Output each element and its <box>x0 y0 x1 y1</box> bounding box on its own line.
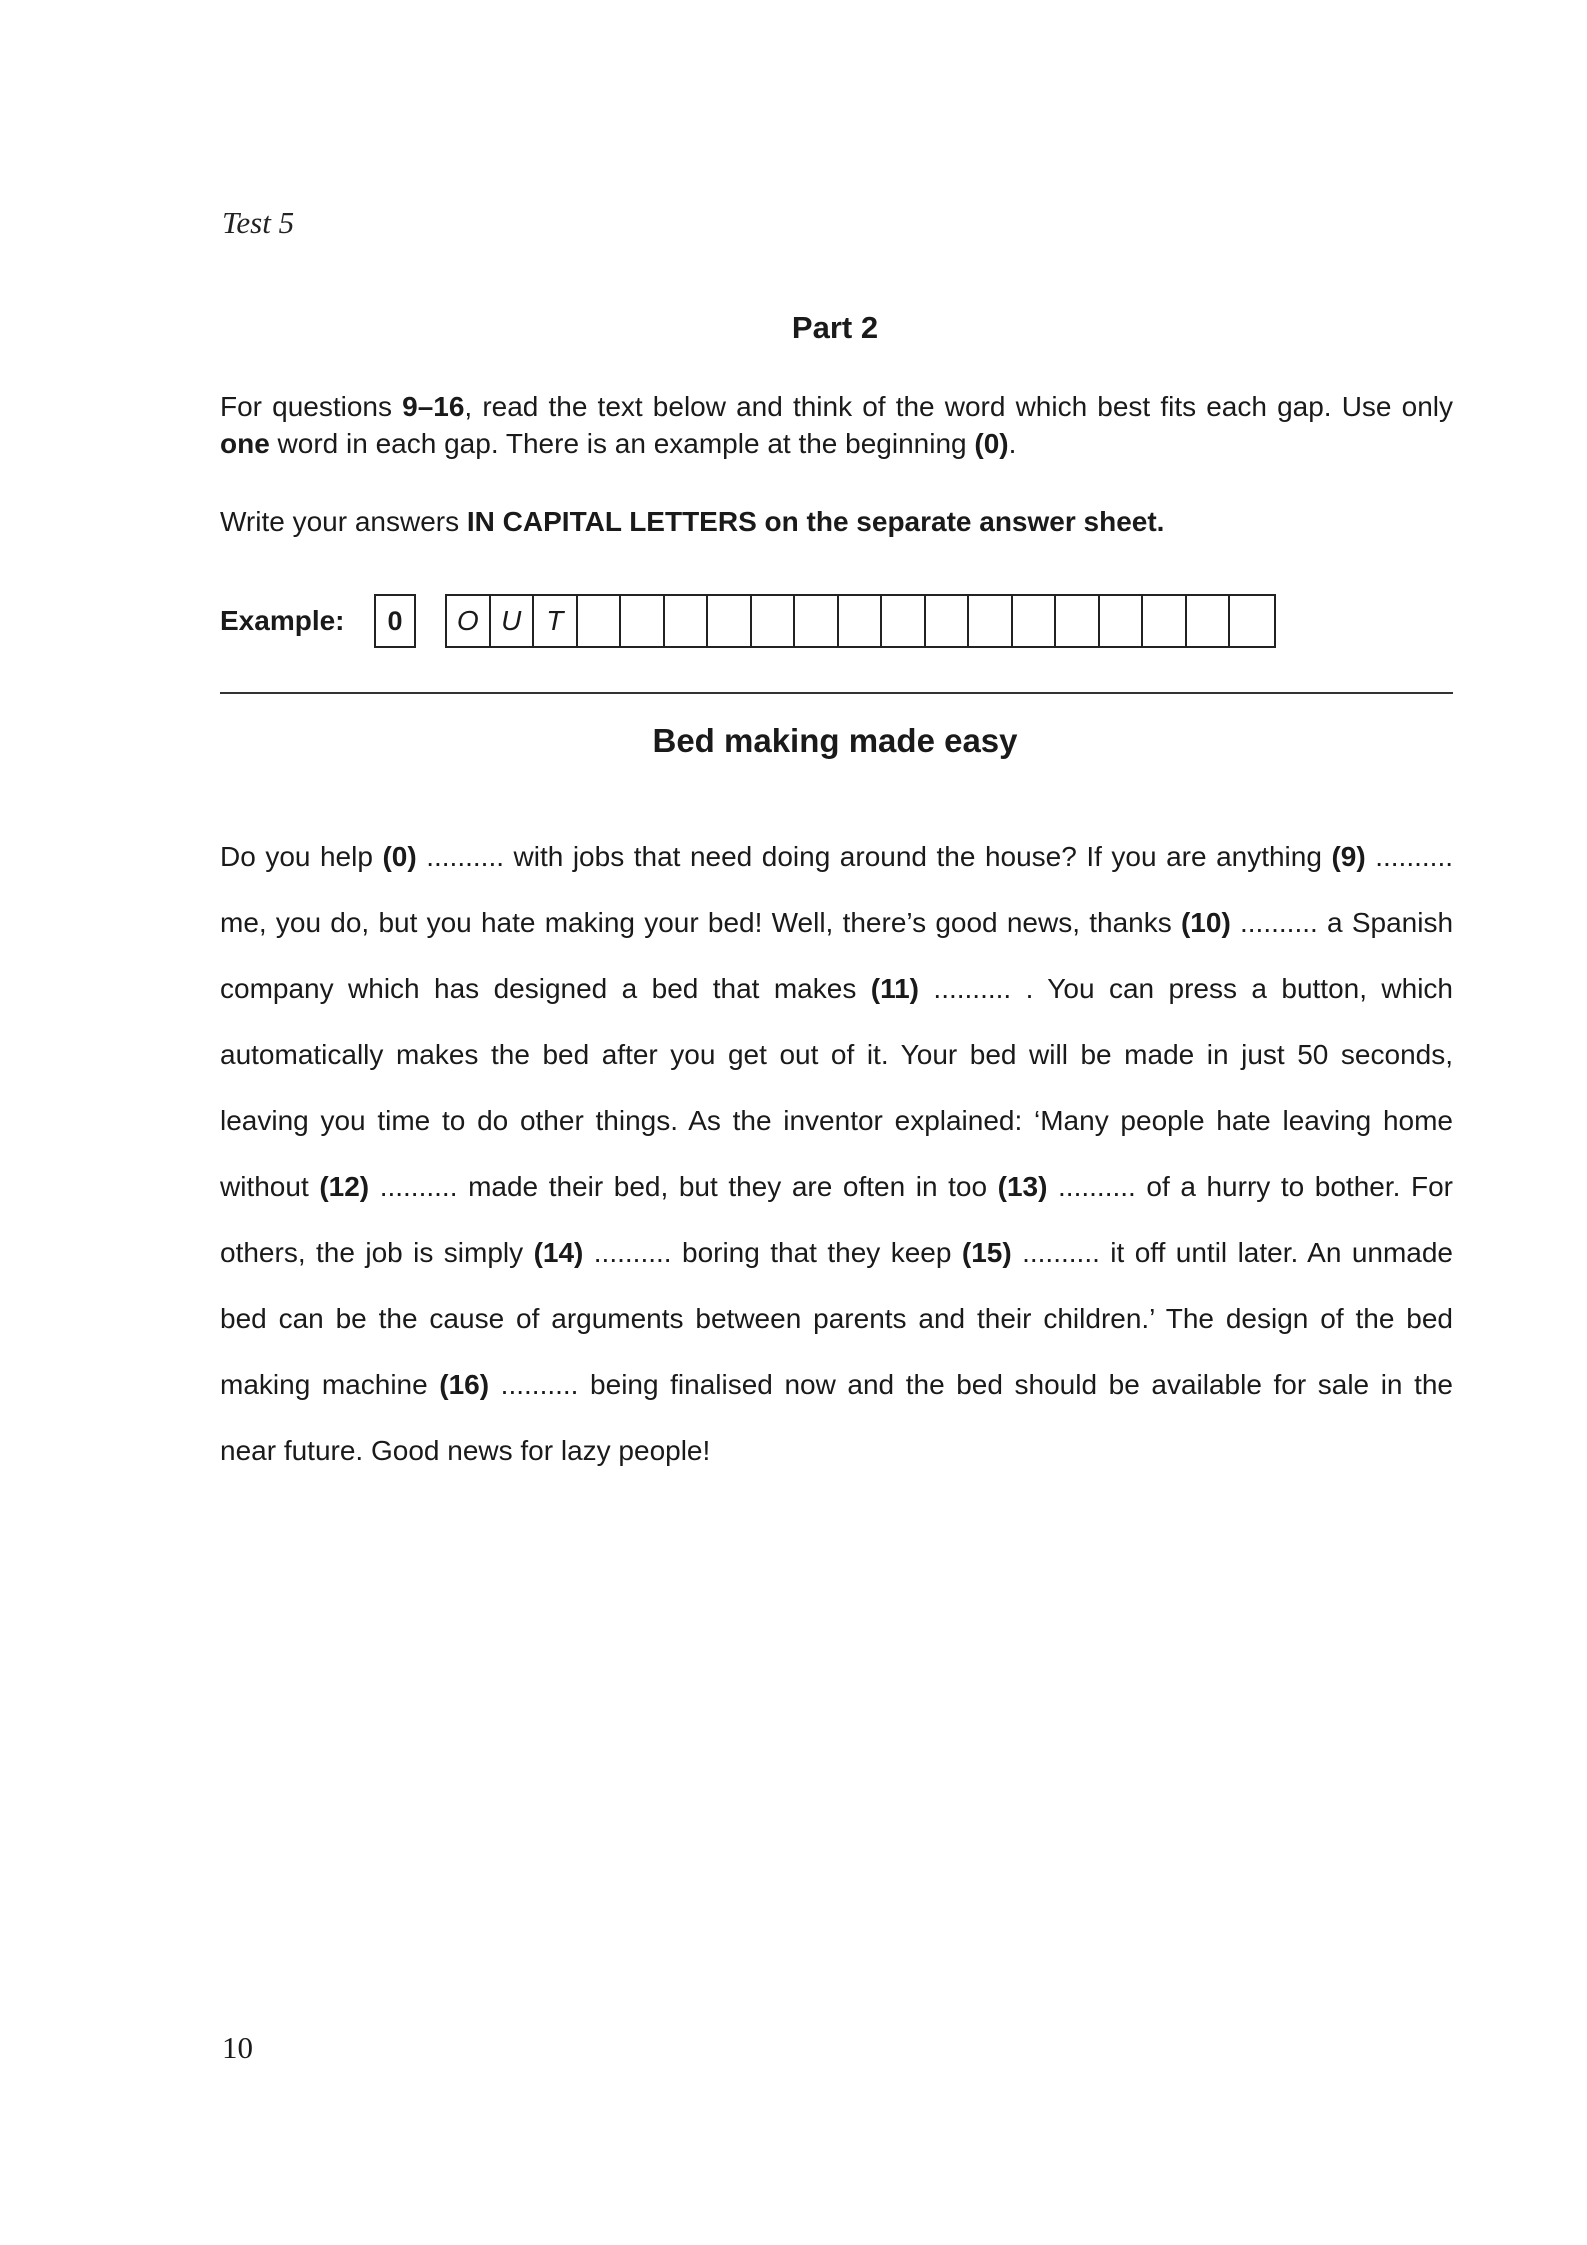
answer-cell <box>1056 596 1100 646</box>
answer-cell: T <box>534 596 578 646</box>
instructions-text: word in each gap. There is an example at the beginning <box>269 428 975 459</box>
text-segment: .......... being finalised now and the bed should be available for sale in the near future. Good news for lazy people! <box>220 1369 1453 1466</box>
gap-marker: (13) <box>997 1171 1048 1202</box>
example-label: Example: <box>220 605 345 636</box>
text-segment: .......... a Spanish company which has designed a bed that makes <box>220 907 1454 1004</box>
answer-cell <box>882 596 926 646</box>
answer-cell <box>578 596 622 646</box>
answer-cell <box>926 596 970 646</box>
instructions-text: , read the text below and think of the word which best fits each gap. Use only <box>464 391 1453 422</box>
gap-marker: (15) <box>961 1237 1012 1268</box>
test-label: Test 5 <box>222 205 295 240</box>
example-row <box>220 592 1276 650</box>
gap-marker: (11) <box>870 973 919 1004</box>
instructions-paragraph <box>220 388 1453 462</box>
text-segment: Do you help <box>220 841 383 872</box>
answer-cell <box>708 596 752 646</box>
answer-cell: O <box>447 596 491 646</box>
gap-marker: (12) <box>319 1171 370 1202</box>
answer-cell <box>665 596 709 646</box>
gap-marker: (14) <box>533 1237 584 1268</box>
answer-cell <box>969 596 1013 646</box>
part-title: Part 2 <box>791 310 879 345</box>
text-segment: .......... boring that they keep <box>583 1237 962 1268</box>
answer-cell <box>839 596 883 646</box>
text-title: Bed making made easy <box>652 722 1018 759</box>
section-divider <box>220 692 1453 694</box>
question-range: 9–16 <box>402 391 465 422</box>
text-segment: .......... it off until later. An unmade bed can be the cause of arguments between parents and their children.’ The design of the bed making machine <box>220 1237 1453 1400</box>
emphasis-one: one <box>220 428 270 459</box>
instructions-text: . <box>1008 428 1017 459</box>
gap-fill-text <box>220 824 1453 1484</box>
text-segment: .......... of a hurry to bother. For others, the job is simply <box>220 1171 1454 1268</box>
gap-marker: (0) <box>382 841 417 872</box>
gap-marker: (16) <box>439 1369 490 1400</box>
answer-cell <box>1187 596 1231 646</box>
answer-cell <box>752 596 796 646</box>
example-number-box: 0 <box>374 594 416 648</box>
answer-cell <box>1230 596 1274 646</box>
capital-letters-note: IN CAPITAL LETTERS on the separate answer sheet. <box>466 506 1165 537</box>
gap-marker: (9) <box>1331 841 1366 872</box>
answer-cell: U <box>491 596 535 646</box>
instructions-text: Write your answers <box>220 506 467 537</box>
gap-marker: (10) <box>1180 907 1231 938</box>
example-ref: (0) <box>974 428 1009 459</box>
text-segment: .......... made their bed, but they are often in too <box>369 1171 998 1202</box>
text-segment: .......... me, you do, but you hate making your bed! Well, there’s good news, thanks <box>220 841 1454 938</box>
answer-cell <box>795 596 839 646</box>
instructions-text: For questions <box>220 391 403 422</box>
text-segment: .......... with jobs that need doing around the house? If you are anything <box>416 841 1332 872</box>
text-segment: .......... . You can press a button, which automatically makes the bed after you get out of it. Your bed will be made in just 50 seconds, leaving you time to do other things. As the inventor explained: ‘Many people hate leaving home without <box>220 973 1453 1202</box>
answer-cell <box>1100 596 1144 646</box>
answer-cell <box>1013 596 1057 646</box>
example-answer-grid <box>445 594 1276 648</box>
answer-cell <box>621 596 665 646</box>
page-number: 10 <box>222 2030 253 2065</box>
answer-instructions <box>220 503 1453 540</box>
answer-cell <box>1143 596 1187 646</box>
